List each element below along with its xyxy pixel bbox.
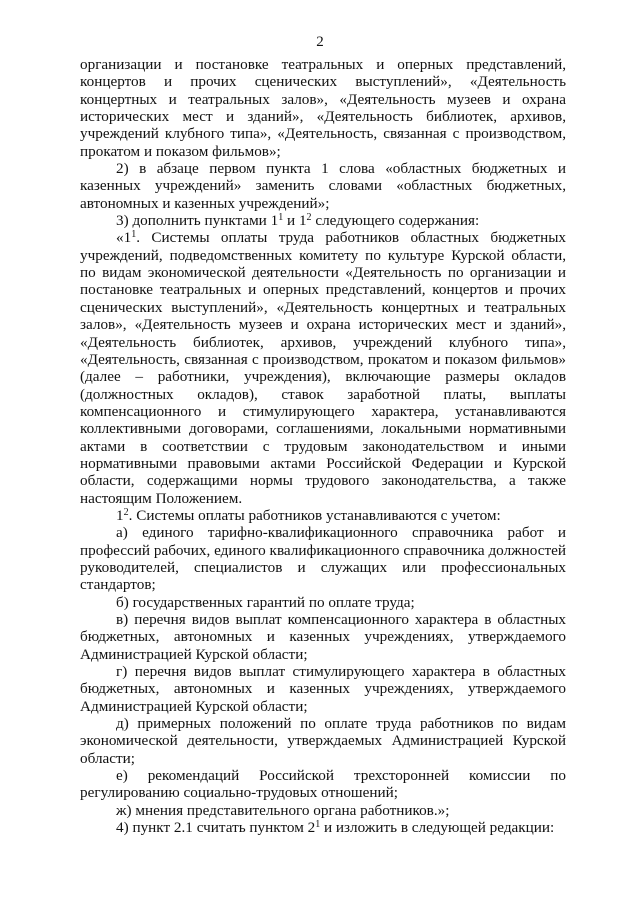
document-body <box>80 56 566 836</box>
paragraph-item-3: 3) дополнить пунктами $1^1$ и $1^2$ следующего содержания: <box>116 212 480 230</box>
paragraph-subitem-b: б) государственных гарантий по оплате труда; <box>116 593 415 611</box>
page-number: 2 <box>316 34 324 50</box>
paragraph-subitem-v: в) перечня видов выплат компенсационного характера в областных бюджетных, автономных и казенных учреждениях, утверждаемого Администрацией Курской области; <box>80 611 566 663</box>
paragraph-subitem-d: д) примерных положений по оплате труда работников по видам экономической деятельности, утверждаемых Администрацией Курской области; <box>80 715 566 767</box>
paragraph-item-2: 2) в абзаце первом пункта 1 слова «областных бюджетных и казенных учреждений» заменить словами «областных бюджетных, автономных и казенных учреждений»; <box>80 160 566 212</box>
paragraph-point-1-1: «$1^1$. Системы оплаты труда работников областных бюджетных учреждений, подведомственных комитету по культуре Курской области, по видам экономической деятельности «Деятельность по организации и постановке театральных и оперных представлений, концертов и прочих сценических выступлений», «Деятельность концертных и театральных залов», «Деятельность музеев и охрана исторических мест и зданий», «Деятельность библиотек, архивов, учреждений клубного типа», «Деятельность, связанная с производством, прокатом и показом фильмов» (далее – работники, учреждения), включающие размеры окладов (должностных окладов), ставок заработной платы, выплаты компенсационного и стимулирующего характера, устанавливаются коллективными договорами, соглашениями, локальными нормативными актами в соответствии с трудовым законодательством и иными нормативными правовыми актами Российской Федерации и Курской области, содержащими нормы трудового законодательства, а также настоящим Положением. <box>80 229 566 507</box>
paragraph-point-1-2: $1^2$. Системы оплаты работников устанавливаются с учетом: <box>116 506 501 524</box>
paragraph-continuation: организации и постановке театральных и оперных представлений, концертов и прочих сценических выступлений», «Деятельность концертных и театральных залов», «Деятельность музеев и охрана исторических мест и зданий», «Деятельность библиотек, архивов, учреждений клубного типа», «Деятельность, связанная с производством, прокатом и показом фильмов»; <box>80 56 566 160</box>
paragraph-subitem-zh: ж) мнения представительного органа работников.»; <box>116 801 450 819</box>
paragraph-subitem-e: е) рекомендаций Российской трехсторонней комиссии по регулированию социально-трудовых отношений; <box>80 767 566 802</box>
paragraph-subitem-a: а) единого тарифно-квалификационного справочника работ и профессий рабочих, единого квалификационного справочника должностей руководителей, специалистов и служащих или профессиональных стандартов; <box>80 524 566 594</box>
paragraph-item-4: 4) пункт 2.1 считать пунктом $2^1$ и изложить в следующей редакции: <box>116 819 555 837</box>
paragraph-subitem-g: г) перечня видов выплат стимулирующего характера в областных бюджетных, автономных и казенных учреждениях, утверждаемого Администрацией Курской области; <box>80 663 566 715</box>
